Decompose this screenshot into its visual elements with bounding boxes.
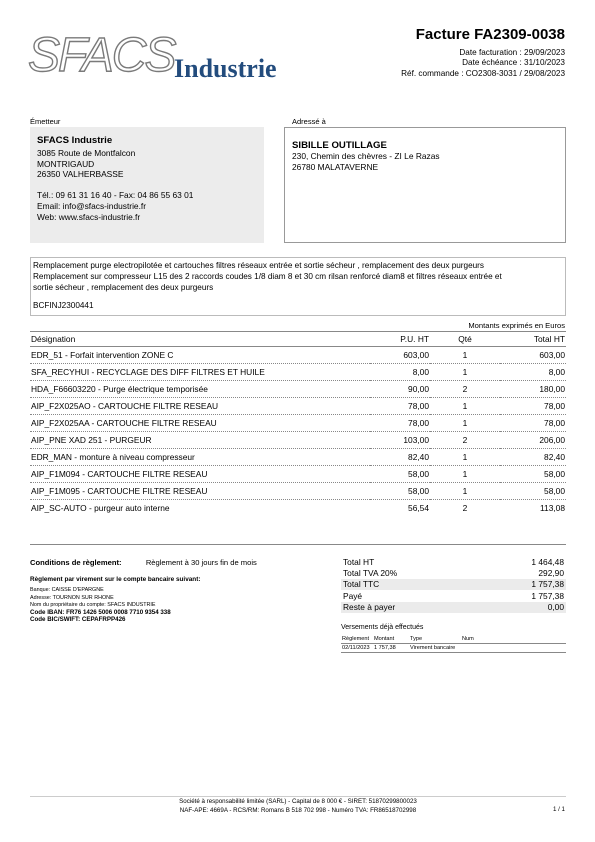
line-quantity: 1 — [430, 415, 500, 432]
line-total: 113,08 — [500, 500, 566, 545]
line-designation — [30, 466, 370, 483]
total-label: Total HT — [343, 556, 375, 567]
line-label: - CARTOUCHE FILTRE RESEAU — [90, 401, 219, 411]
total-row — [341, 590, 566, 601]
line-designation — [30, 381, 370, 398]
recipient-label: Adressé à — [292, 117, 326, 126]
logo-brand: SFACS — [28, 29, 175, 82]
payment-row — [341, 643, 566, 652]
line-quantity: 1 — [430, 466, 500, 483]
total-value: 292,90 — [538, 568, 564, 579]
line-total: 8,00 — [500, 364, 566, 381]
total-value: 1 757,38 — [479, 579, 566, 590]
line-unit-price: 56,54 — [370, 500, 430, 545]
line-code: SFA_RECYHUI — [31, 367, 90, 377]
line-label: - Purge électrique temporisée — [95, 384, 208, 394]
currency-note: Montants exprimés en Euros — [468, 321, 565, 330]
line-quantity: 2 — [430, 432, 500, 449]
line-unit-price: 103,00 — [370, 432, 430, 449]
description-line: sortie sécheur , remplacement des deux purgeurs — [33, 282, 214, 292]
total-label: Payé — [343, 590, 363, 601]
total-label: Reste à payer — [341, 602, 479, 613]
line-quantity: 1 — [430, 364, 500, 381]
line-total: 206,00 — [500, 432, 566, 449]
col-designation: Désignation — [30, 332, 370, 347]
line-total: 58,00 — [500, 466, 566, 483]
payment-date: 02/11/2023 — [341, 643, 373, 652]
line-code: EDR_51 — [31, 350, 63, 360]
total-row — [341, 602, 566, 613]
line-designation — [30, 449, 370, 466]
payments-col: Num — [461, 635, 566, 643]
line-label: - purgeur auto interne — [86, 503, 170, 513]
table-row — [30, 415, 566, 432]
table-row — [30, 364, 566, 381]
line-designation — [30, 364, 370, 381]
line-code: HDA_F66603220 — [31, 384, 96, 394]
payment-amount: 1 757,38 — [373, 643, 409, 652]
line-code: AIP_F2X025AA — [31, 418, 90, 428]
line-designation — [30, 483, 370, 500]
table-row — [30, 466, 566, 483]
line-quantity: 1 — [430, 483, 500, 500]
line-label: - Forfait intervention ZONE C — [62, 350, 174, 360]
line-code: AIP_F1M094 — [31, 469, 80, 479]
emitter-email: Email: info@sfacs-industrie.fr — [37, 200, 147, 211]
payments-title: Versements déjà effectués — [341, 624, 424, 631]
line-total: 58,00 — [500, 483, 566, 500]
line-label: - PURGEUR — [102, 435, 152, 445]
line-label: - CARTOUCHE FILTRE RESEAU — [79, 486, 208, 496]
invoice-date: Date facturation : 29/09/2023 — [459, 48, 565, 57]
table-row — [30, 449, 566, 466]
invoice-due-date: Date échéance : 31/10/2023 — [462, 58, 565, 67]
conditions-label: Conditions de règlement: — [30, 558, 122, 567]
bank-name: Banque: CAISSE D'EPARGNE — [30, 587, 104, 594]
total-value: 1 464,48 — [531, 556, 564, 567]
company-logo — [28, 28, 288, 88]
line-total: 180,00 — [500, 381, 566, 398]
line-designation — [30, 500, 370, 545]
emitter-address-line: MONTRIGAUD — [37, 158, 95, 169]
footer-legal-line: NAF-APE: 4669A - RCS/RM: Romans B 518 702 998 - Numéro TVA: FR86518702998 — [179, 806, 417, 814]
payments-table — [341, 635, 566, 653]
line-label: - monture à niveau compresseur — [71, 452, 195, 462]
line-total: 82,40 — [500, 449, 566, 466]
line-total: 603,00 — [500, 347, 566, 364]
col-total: Total HT — [500, 332, 566, 347]
recipient-box — [284, 127, 566, 243]
page-number: 1 / 1 — [552, 806, 565, 813]
total-row — [341, 556, 566, 567]
line-unit-price: 58,00 — [370, 466, 430, 483]
emitter-name: SFACS Industrie — [37, 135, 113, 146]
footer-legal-line: Société à responsabilité limitée (SARL) - Capital de 8 000 € - SIRET: 51870299800023 — [179, 798, 417, 805]
line-unit-price: 603,00 — [370, 347, 430, 364]
totals-table — [341, 556, 566, 613]
col-quantity: Qté — [430, 332, 500, 347]
line-code: AIP_PNE XAD 251 — [31, 435, 103, 445]
line-label: - CARTOUCHE FILTRE RESEAU — [79, 469, 208, 479]
table-row — [30, 381, 566, 398]
recipient-address-line: 26780 MALATAVERNE — [292, 162, 379, 172]
emitter-box — [30, 127, 264, 243]
line-code: AIP_SC-AUTO — [31, 503, 87, 513]
total-label: Total TTC — [341, 579, 479, 590]
bank-address: Adresse: TOURNON SUR RHONE — [30, 594, 114, 601]
line-unit-price: 58,00 — [370, 483, 430, 500]
emitter-address-line: 26350 VALHERBASSE — [37, 169, 124, 180]
line-unit-price: 82,40 — [370, 449, 430, 466]
client-reference: BCFINJ2300441 — [33, 301, 94, 311]
line-label: - RECYCLAGE DES DIFF FILTRES ET HUILE — [89, 367, 265, 377]
payments-col: Montant — [373, 635, 409, 643]
line-label: - CARTOUCHE FILTRE RESEAU — [89, 418, 217, 428]
bank-iban: Code IBAN: FR76 1426 5006 0008 7710 9354 338 — [30, 609, 171, 617]
table-row — [30, 432, 566, 449]
description-line: Remplacement purge electropilotée et cartouches filtres réseaux entrée et sortie sécheur , remplacement des deux purgeurs — [33, 261, 485, 270]
line-total: 78,00 — [500, 398, 566, 415]
invoice-title: Facture FA2309-0038 — [415, 26, 565, 43]
line-quantity: 2 — [430, 500, 500, 545]
bank-bic: Code BIC/SWIFT: CEPAFRPP426 — [30, 616, 126, 624]
emitter-phone: Tél.: 09 61 31 16 40 - Fax: 04 86 55 63 01 — [37, 190, 194, 201]
line-code: EDR_MAN — [31, 452, 72, 462]
recipient-name: SIBILLE OUTILLAGE — [292, 140, 387, 151]
total-label: Total TVA 20% — [343, 568, 398, 579]
col-unit-price: P.U. HT — [370, 332, 430, 347]
logo-suffix: Industrie — [174, 54, 277, 83]
line-unit-price: 90,00 — [370, 381, 430, 398]
line-designation — [30, 347, 370, 364]
line-quantity: 2 — [430, 381, 500, 398]
recipient-address-line: 230, Chemin des chèvres - ZI Le Razas — [292, 151, 440, 161]
table-row — [30, 500, 566, 545]
invoice-lines-table — [30, 331, 566, 545]
footer — [30, 798, 566, 815]
line-designation — [30, 398, 370, 415]
line-total: 78,00 — [500, 415, 566, 432]
payment-type: Virement bancaire — [409, 643, 461, 652]
line-designation — [30, 415, 370, 432]
conditions-value: Règlement à 30 jours fin de mois — [145, 558, 257, 567]
emitter-address-line: 3085 Route de Montfalcon — [37, 147, 136, 158]
emitter-web: Web: www.sfacs-industrie.fr — [37, 211, 141, 222]
payments-col: Règlement — [341, 635, 373, 643]
line-quantity: 1 — [430, 347, 500, 364]
payments-col: Type — [409, 635, 461, 643]
line-unit-price: 78,00 — [370, 415, 430, 432]
invoice-description — [30, 257, 566, 316]
line-unit-price: 8,00 — [370, 364, 430, 381]
line-quantity: 1 — [430, 449, 500, 466]
order-reference: Réf. commande : CO2308-3031 / 29/08/2023 — [401, 69, 565, 78]
bank-title: Règlement par virement sur le compte bancaire suivant: — [30, 576, 201, 583]
total-value: 0,00 — [479, 602, 566, 613]
table-header-row — [30, 332, 566, 347]
description-line: Remplacement sur compresseur L15 des 2 raccords coudes 1/8 diam 8 et 30 cm rilsan renforcé diam8 et filtres réseaux entrée et — [33, 271, 502, 281]
total-value: 1 757,38 — [531, 590, 564, 601]
total-row — [341, 567, 566, 578]
footer-divider — [30, 796, 566, 797]
table-row — [30, 398, 566, 415]
line-code: AIP_F1M095 — [31, 486, 80, 496]
total-row — [341, 579, 566, 590]
table-row — [30, 483, 566, 500]
bank-owner: Nom du propriétaire du compte: SFACS INDUSTRIE — [30, 601, 156, 608]
line-quantity: 1 — [430, 398, 500, 415]
payment-conditions — [30, 558, 257, 567]
table-row — [30, 347, 566, 364]
line-unit-price: 78,00 — [370, 398, 430, 415]
payments-header-row — [341, 635, 566, 643]
payment-num — [461, 643, 566, 652]
line-code: AIP_F2X025AO — [31, 401, 91, 411]
line-designation — [30, 432, 370, 449]
emitter-label: Émetteur — [30, 117, 61, 126]
bank-details — [30, 576, 300, 624]
